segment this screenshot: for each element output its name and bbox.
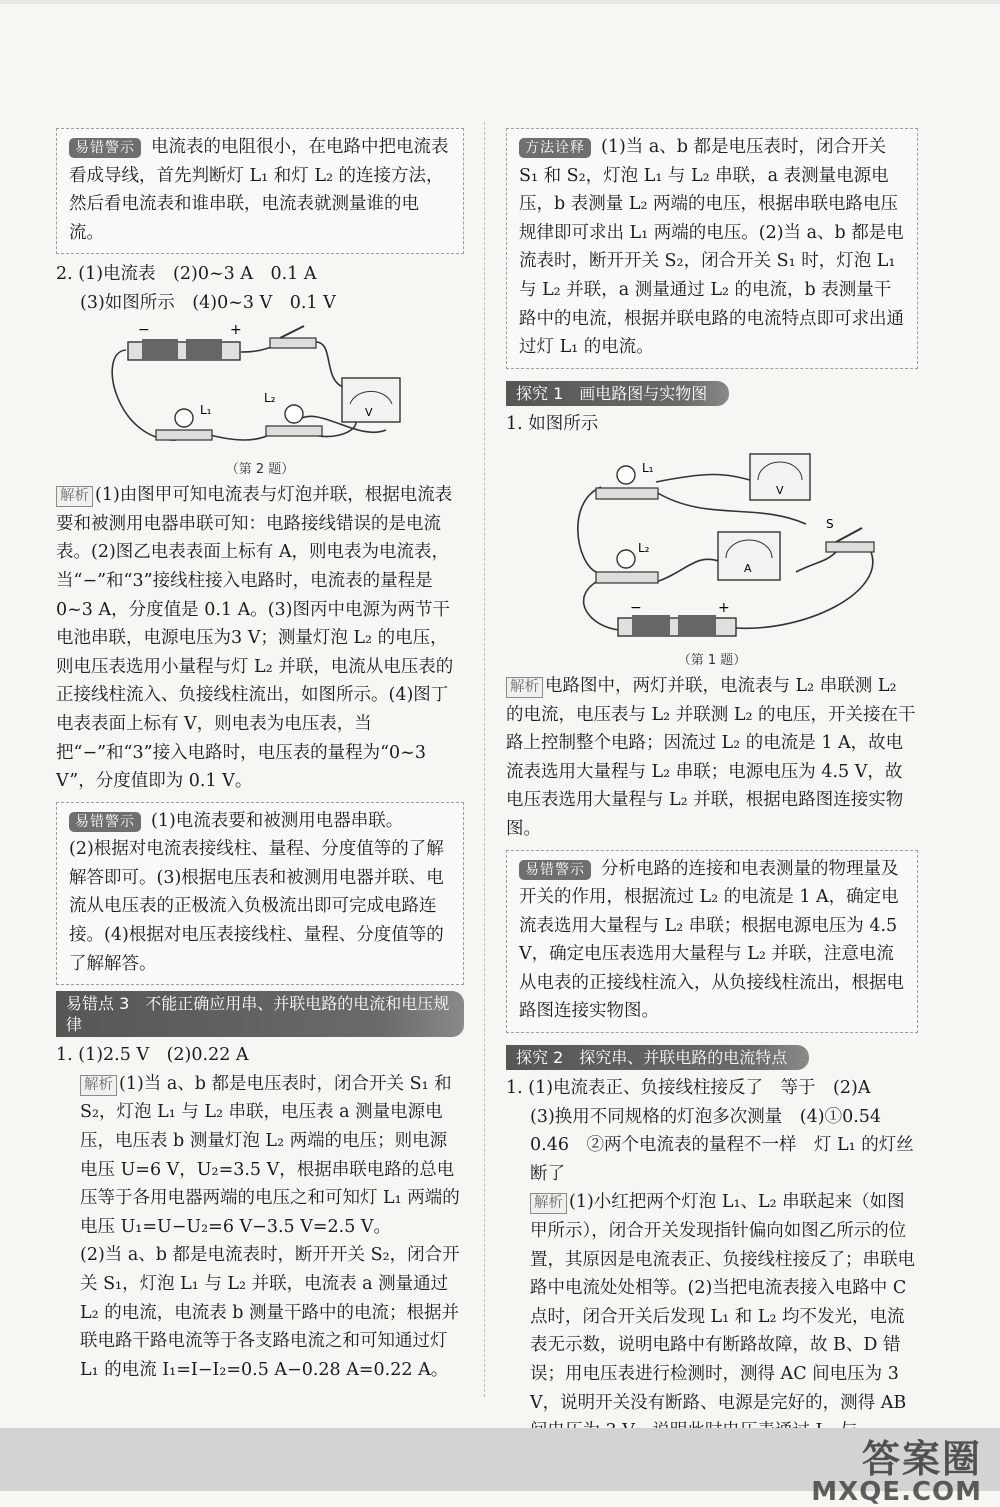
voltmeter-label: V (776, 484, 784, 498)
method-box (506, 128, 918, 369)
battery-cell (678, 615, 716, 635)
method-tag: 方法诠释 (519, 138, 591, 158)
right-column (506, 128, 918, 1446)
lamp-base-l1 (596, 488, 658, 499)
analysis-1 (56, 481, 464, 796)
minus-label: − (138, 321, 150, 338)
section-explore-2: 探究 2 探究串、并联电路的电流特点 (506, 1045, 809, 1070)
circuit-diagram-q1 (506, 442, 918, 642)
error-warning-text-1: (1)电流表要和被测用电器串联。 (151, 810, 404, 831)
figure-caption-q1: （第 1 题） (677, 652, 747, 668)
analysis-4 (506, 1188, 918, 1445)
switch-lever (836, 528, 862, 542)
switch-label: S (826, 517, 834, 532)
error-warning-text: 分析电路的连接和电表测量的物理量及开关的作用，根据流过 L₂ 的电流是 1 A，确定电流表选用大量程与 L₂ 串联；根据电源电压为 4.5 V，确定电压表选用大量程与 L₂ 并联，注意电流从电表的正接线柱流入，从负接线柱流出，根据电路图连接实物图。 (519, 858, 904, 1022)
circuit-diagram-q2 (56, 322, 464, 452)
lamp-base-l2 (266, 426, 322, 436)
ammeter-label: A (744, 562, 752, 576)
column-divider (484, 122, 485, 1397)
error-warning-box-2 (56, 802, 464, 986)
analysis-4-text: (1)小红把两个灯泡 L₁、L₂ 串联起来（如图甲所示），闭合开关发现指针偏向如图乙所示的位置，其原因是电流表正、负接线柱接反了；串联电路中电流处处相等。(2)当把电流表接入电路中 C 点时，闭合开关后发现 L₁ 和 L₂ 均不发光，电流表无示数，说明电路中有断路故障，故 B、D 错误；用电压表进行检测时，测得 AC 间电压为 3 V，说明开关没有断路、电源是完好的，测得 AB (530, 1192, 915, 1413)
switch-base (270, 338, 316, 348)
analysis-2-p2: (2)当 a、b 都是电流表时，断开开关 S₂，闭合开关 S₁，灯泡 L₁ 与 L₂ 并联，电流表 a 测量通过 L₂ 的电流，电流表 b 测量干路中的电流；根据并联电路干路电流等于各支路电流之和可知通过灯 L₁ 的电流 I₁=I−I₂=0.5 A−0.28 A=0.22 A。 (80, 1245, 460, 1380)
analysis-tag: 解析 (80, 1075, 117, 1096)
bulb-l2 (285, 405, 303, 423)
watermark (811, 1428, 982, 1507)
lamp-base-l1 (156, 430, 212, 440)
lamp-base-l2 (596, 572, 658, 583)
analysis-2 (56, 1070, 464, 1385)
q2-answer-line2: (3)如图所示 (4)0~3 V 0.1 V (80, 292, 336, 313)
analysis-3-text: 电路图中，两灯并联，电流表与 L₂ 串联测 L₂ 的电流，电压表与 L₂ 并联测 L₂ 的电压，开关接在干路上控制整个电路；因流过 L₂ 的电流是 1 A，故电流表选用大量程与 L₂ 串联；电源电压为 4.5 V，故电压表选用大量程与 L₂ 并联，根据电路图连接实物图。 (506, 675, 916, 839)
analysis-tag: 解析 (506, 677, 543, 698)
plus-label: + (230, 321, 242, 338)
error-warning-box-1 (56, 128, 464, 254)
error-warning-tag: 易错警示 (519, 860, 591, 880)
battery-cell (632, 615, 670, 635)
analysis-1-text: (1)由图甲可知电流表与灯泡并联，根据电流表要和被测用电器串联可知：电路接线错误的是电流表。(2)图乙电表表面上标有 A，则电表为电流表，当“−”和“3”接线柱接入电路时，电流表的量程是 0~3 A，分度值是 0.1 A。(3)图丙中电源为两节干电池串联，电源电压为3 V；测量灯泡 L₂ 的电压，则电压表选用小量程与灯 L₂ 并联，电流从电压表的正接线柱流入、负接线柱流出，如图所示。(4)图丁电表表面上标有 V，则电表为电压表，当把“−”和“3”接入电路时，电压表的量程为“0~3 V”，分度值即为 0.1 V。 (56, 485, 454, 792)
top-edge (0, 0, 1000, 4)
q1-answer-line: 1. (1)2.5 V (2)0.22 A (56, 1045, 249, 1066)
error-warning-tag: 易错警示 (69, 812, 141, 832)
bulb-l1 (175, 409, 193, 427)
analysis-3 (506, 672, 918, 844)
analysis-2-p1: (1)当 a、b 都是电压表时，闭合开关 S₁ 和 S₂，灯泡 L₁ 与 L₂ 串联，电压表 a 测量电源电压，电压表 b 测量灯泡 L₂ 两端的电压；则电源电压 U=6 V，U₂=3.5 V，根据串联电路的总电压等于各用电器两端的电压之和可知灯 L₁ 两端的电压 U₁=U−U₂=6 V−3.5 V=2.5 V。 (80, 1073, 460, 1237)
error-warning-tag: 易错警示 (69, 138, 141, 158)
figure-q1-circuit (506, 442, 918, 670)
q2-answer-line1: 2. (1)电流表 (2)0~3 A 0.1 A (56, 264, 317, 285)
watermark-brand: 答案圈 (861, 1437, 982, 1481)
plus-label: + (718, 600, 730, 617)
wire (656, 475, 756, 483)
wire (578, 487, 601, 572)
minus-label: − (630, 600, 642, 617)
analysis-tag: 解析 (56, 486, 93, 507)
battery-cell (142, 339, 178, 359)
wire (314, 341, 346, 387)
error-warning-text: 电流表的电阻很小，在电路中把电流表看成导线，首先判断灯 L₁ 和灯 L₂ 的连接方法，然后看电流表和谁串联，电流表就测量谁的电流。 (69, 137, 449, 243)
bulb-l1 (617, 466, 635, 484)
watermark-url: MXQE.COM (811, 1477, 982, 1507)
explore2-q1-line2: (3)换用不同规格的灯泡多次测量 (4)①0.54 0.46 ②两个电流表的量程不一样 灯 L₁ 的灯丝断了 (530, 1106, 914, 1184)
wire (206, 434, 271, 440)
switch-base (826, 542, 874, 552)
switch-lever (280, 326, 304, 338)
explore2-q1-line1: 1. (1)电流表正、负接线柱接反了 等于 (2)A (506, 1078, 871, 1099)
battery-cell (186, 339, 222, 359)
figure-q2-circuit (56, 322, 464, 480)
bulb-l2 (617, 550, 635, 568)
l1-label: L₁ (642, 461, 654, 476)
error-warning-box-3 (506, 850, 918, 1034)
analysis-tag: 解析 (530, 1193, 567, 1214)
l2-label: L₂ (638, 541, 650, 556)
voltmeter-label: V (365, 405, 373, 419)
section-error-point-3: 易错点 3 不能正确应用串、并联电路的电流和电压规律 (56, 991, 464, 1037)
wire (112, 350, 176, 440)
explore1-q1: 1. 如图所示 (506, 413, 599, 434)
section-explore-1: 探究 1 画电路图与实物图 (506, 381, 729, 406)
error-warning-text-2: (2)根据对电流表接线柱、量程、分度值等的了解解答即可。(3)根据电压表和被测用电器并联、电流从电压表的正极流入负极流出即可完成电路连接。(4)根据对电压表接线柱、量程、分度值等的了解解答。 (69, 839, 444, 974)
wire (656, 560, 721, 583)
l1-label: L₁ (200, 402, 212, 417)
wire (796, 552, 836, 572)
method-text: (1)当 a、b 都是电压表时，闭合开关 S₁ 和 S₂，灯泡 L₁ 与 L₂ 串联，a 表测量电源电压，b 表测量 L₂ 两端的电压，根据串联电路电压规律即可求出 L₁ 两端的电压。(2)当 a、b 都是电流表时，断开开关 S₂，闭合开关 S₁ 时，灯泡 L₁ 与 L₂ 并联，a 测量通过 L₂ 的电流，b 表测量干路中的电流，根据并联电路的电流特点即可求出通过灯 L₁ 的电流。 (519, 137, 904, 358)
l2-label: L₂ (264, 390, 276, 405)
figure-caption-q2: （第 2 题） (225, 462, 295, 478)
left-column (56, 128, 464, 1384)
